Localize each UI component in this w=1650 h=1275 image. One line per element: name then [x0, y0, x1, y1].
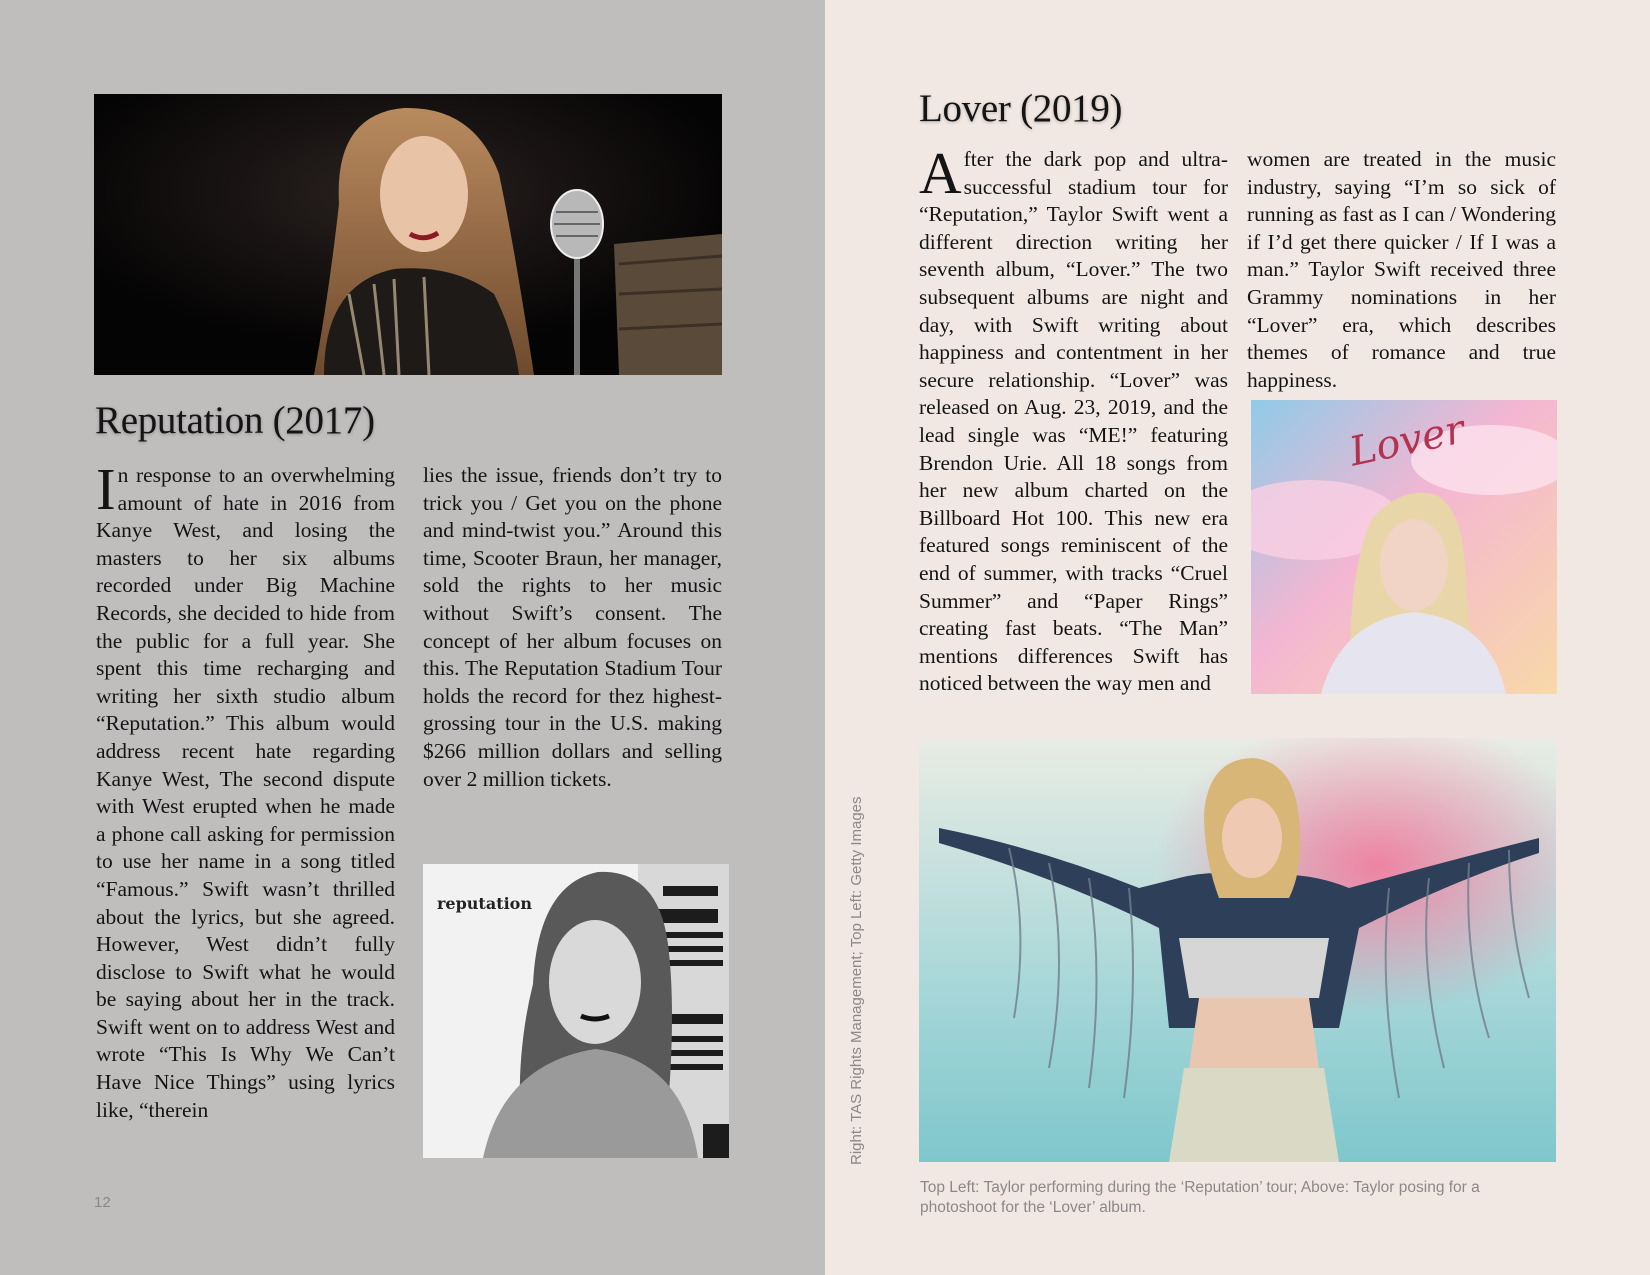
lover-text-column-1 [919, 140, 1228, 698]
reputation-text-column-1 [96, 456, 395, 1124]
photo-caption: Top Left: Taylor performing during the ‘Reputation’ tour; Above: Taylor posing for a photoshoot for the ‘Lover’ album. [920, 1179, 1480, 1216]
reputation-tour-photo [94, 94, 722, 375]
lover-text-column-2: women are treated in the music industry, saying “I’m so sick of running as fast as I can / Wondering if I’d get there quicker / If I was a man.” Taylor Swift received three Grammy nominations in her “Lover” era, which describes themes of romance and true happiness. [1247, 147, 1556, 392]
reputation-heading: Reputation (2017) [95, 399, 375, 442]
reputation-drop-cap: I [96, 456, 116, 522]
photo-credit: Right: TAS Rights Management; Top Left: Getty Images [848, 796, 865, 1165]
lover-album-cover [1251, 400, 1557, 694]
lover-drop-cap: A [919, 140, 962, 206]
reputation-text-column-2: lies the issue, friends don’t try to trick you / Get you on the phone and mind-twist you.” Around this time, Scooter Braun, her manager, sold the rights to her music without Swift’s consent. The concept of her album focuses on this. The Reputation Stadium Tour holds the record for thez highest-grossing tour in the U.S. making $266 million dollars and selling over 2 million tickets. [423, 463, 722, 791]
reputation-album-cover [423, 864, 729, 1158]
lover-text-1: fter the dark pop and ultra-successful stadium tour for “Reputation,” Taylor Swift went a different direction writing her seventh album, “Lover.” The two subsequent albums are night and day, with Swift writing about happiness and contentment in her secure relationship. “Lover” was released on Aug. 23, 2019, and the lead single was “ME!” featuring Brendon Urie. All 18 songs from her new album charted on the Billboard Hot 100. This new era featured songs reminiscent of the end of summer, with tracks “Cruel Summer” and “Paper Rings” creating fast beats. “The Man” mentions differences Swift has noticed between the way men and [919, 147, 1228, 696]
lover-cover-title: Lover [1345, 406, 1469, 476]
reputation-cover-title: reputation [437, 894, 532, 913]
reputation-text-1: n response to an overwhelming amount of hate in 2016 from Kanye West, and losing the masters to her six albums recorded under Big Machine Records, she decided to hide from the public for a full year. She spent this time recharging and writing her sixth studio album “Reputation.” This album would address recent hate regarding Kanye West, The second dispute with West erupted when he made a phone call asking for permission to use her name in a song titled “Famous.” Swift wasn’t thrilled about the lyrics, but she agreed. However, West didn’t fully disclose to Swift what he would be saying about her in the track. Swift went on to address West and wrote “This Is Why We Can’t Have Nice Things” using lyrics like, “therein [96, 463, 395, 1122]
page-number: 12 [94, 1194, 111, 1211]
lover-heading: Lover (2019) [919, 87, 1123, 130]
lover-photoshoot-photo [919, 738, 1556, 1162]
